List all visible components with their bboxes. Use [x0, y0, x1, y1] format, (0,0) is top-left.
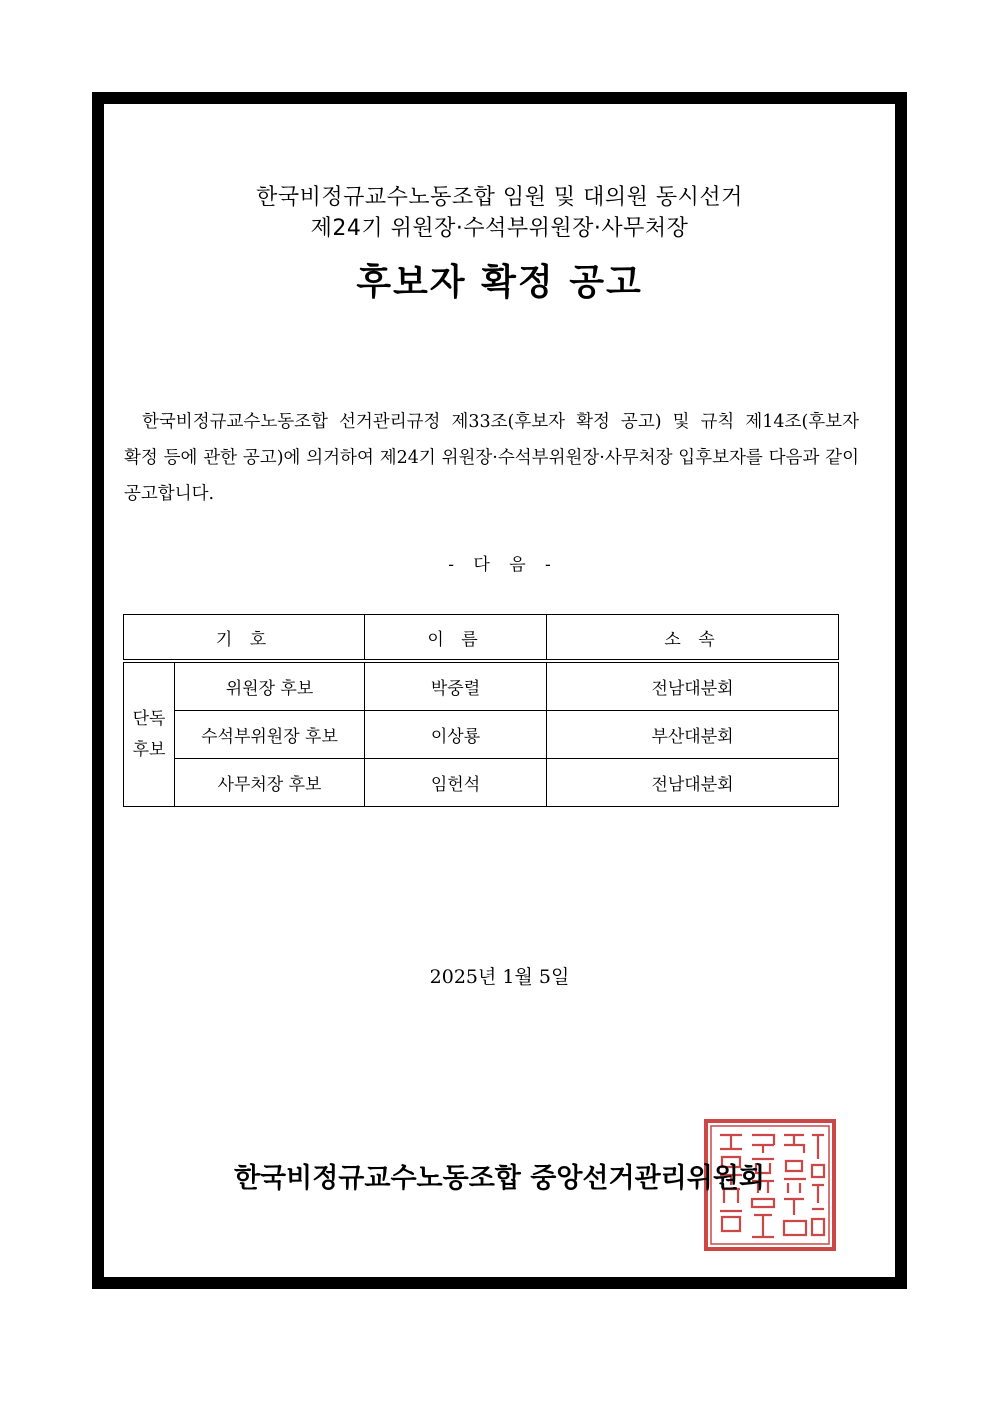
document-frame: [92, 92, 907, 1289]
candidate-name: 이상룡: [365, 711, 547, 759]
table-row: [124, 759, 839, 807]
page-title: 후보자 확정 공고: [356, 262, 643, 303]
candidate-table: [123, 662, 839, 807]
column-header-symbol: 기 호: [124, 615, 365, 660]
announcement-date: 2025년 1월 5일: [429, 966, 570, 988]
group-label: 단독 후보: [124, 663, 175, 807]
table-header: [123, 614, 839, 660]
column-header-affiliation: 소 속: [547, 615, 839, 660]
candidate-name: 임헌석: [365, 759, 547, 807]
column-header-name: 이 름: [365, 615, 547, 660]
candidate-affiliation: 전남대분회: [547, 759, 839, 807]
section-marker: - 다 음 -: [448, 555, 551, 575]
issuer-name: 한국비정규교수노동조합 중앙선거관리위원회: [233, 1163, 766, 1194]
candidate-position: 사무처장 후보: [175, 759, 365, 807]
header-line-2: 제24기 위원장·수석부위원장·사무처장: [310, 216, 689, 241]
candidate-position: 수석부위원장 후보: [175, 711, 365, 759]
candidate-affiliation: 전남대분회: [547, 663, 839, 711]
candidate-name: 박중렬: [365, 663, 547, 711]
candidate-position: 위원장 후보: [175, 663, 365, 711]
table-row: [124, 663, 839, 711]
table-row: [124, 711, 839, 759]
header-line-1: 한국비정규교수노동조합 임원 및 대의원 동시선거: [256, 185, 743, 210]
announcement-paragraph: 한국비정규교수노동조합 선거관리규정 제33조(후보자 확정 공고) 및 규칙 제14조(후보자 확정 등에 관한 공고)에 의거하여 제24기 위원장·수석부위원장·사무처장 입후보자를 다음과 같이 공고합니다.: [124, 412, 859, 504]
candidate-affiliation: 부산대분회: [547, 711, 839, 759]
